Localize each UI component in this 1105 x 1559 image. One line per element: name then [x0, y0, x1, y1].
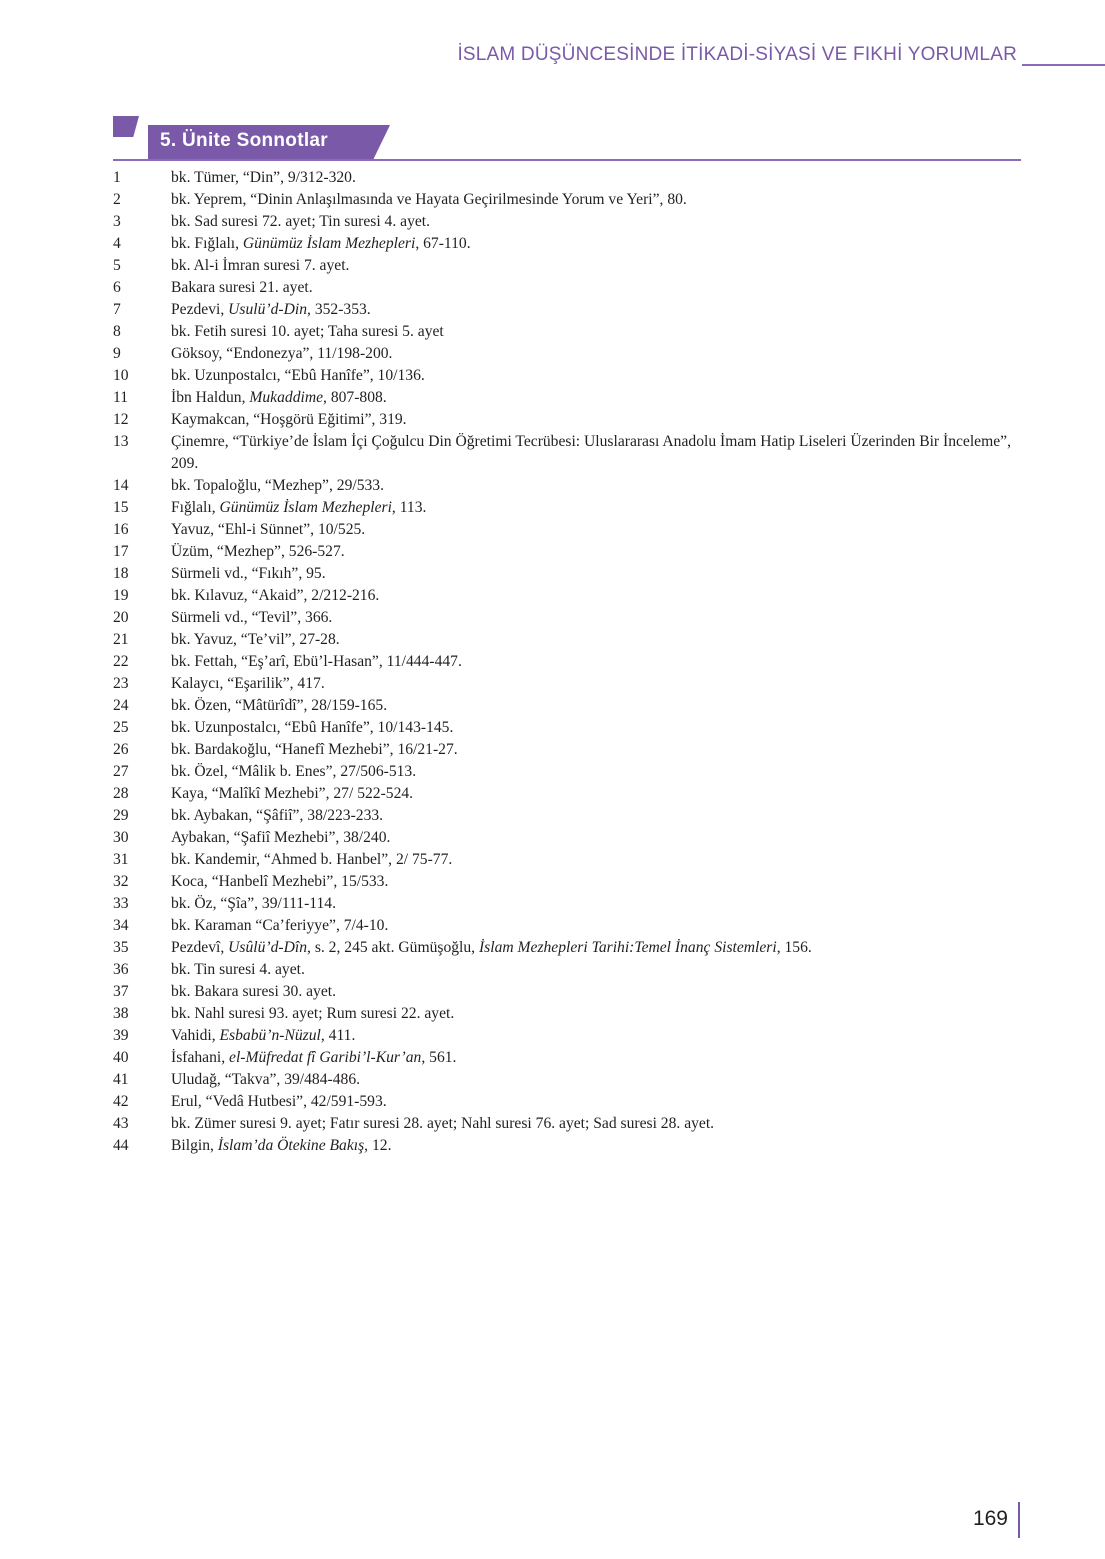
endnote-text-part: Fığlalı,	[171, 499, 220, 516]
endnote-number: 18	[113, 565, 129, 582]
endnote-item	[113, 233, 1023, 255]
endnote-number: 40	[113, 1049, 129, 1066]
endnote-text	[171, 629, 1023, 651]
endnote-text-part: bk. Tümer, “Din”, 9/312-320.	[171, 169, 356, 186]
endnote-number: 25	[113, 719, 129, 736]
endnote-text	[171, 981, 1023, 1003]
endnote-number: 8	[113, 323, 121, 340]
endnote-text-part: bk. Kandemir, “Ahmed b. Hanbel”, 2/ 75-77.	[171, 851, 453, 868]
endnote-text-part: bk. Öz, “Şîa”, 39/111-114.	[171, 895, 336, 912]
endnote-text	[171, 541, 1023, 563]
endnote-number: 13	[113, 433, 129, 450]
endnote-number: 34	[113, 917, 129, 934]
endnote-text	[171, 409, 1023, 431]
endnote-text-part: Pezdevî,	[171, 939, 229, 956]
endnote-item	[113, 475, 1023, 497]
endnote-text	[171, 783, 1023, 805]
endnote-text	[171, 1113, 1023, 1135]
endnote-italic-title: el-Müfredat fî Garibi’l-Kur’an	[229, 1049, 422, 1066]
endnote-text	[171, 717, 1023, 739]
endnote-text	[171, 959, 1023, 981]
endnote-text-part: Sürmeli vd., “Tevil”, 366.	[171, 609, 333, 626]
endnote-item	[113, 717, 1023, 739]
endnote-italic-title: İslam Mezhepleri Tarihi:Temel İnanç Sistemleri	[478, 939, 777, 956]
endnote-text-part: , 807-808.	[323, 389, 387, 406]
endnote-text	[171, 343, 1023, 365]
endnote-text-part: Pezdevi,	[171, 301, 229, 318]
endnote-number: 3	[113, 213, 121, 230]
endnote-number: 9	[113, 345, 121, 362]
endnote-text	[171, 167, 1023, 189]
endnote-italic-title: Usûlü’d-Dîn	[228, 939, 308, 956]
endnote-item	[113, 673, 1023, 695]
endnote-text	[171, 915, 1023, 937]
endnote-text-part: Kaymakcan, “Hoşgörü Eğitimi”, 319.	[171, 411, 407, 428]
endnote-number: 17	[113, 543, 129, 560]
endnote-item	[113, 343, 1023, 365]
endnote-item	[113, 409, 1023, 431]
endnote-text-part: bk. Yeprem, “Dinin Anlaşılmasında ve Hayata Geçirilmesinde Yorum ve Yeri”, 80.	[171, 191, 687, 208]
endnote-text	[171, 211, 1023, 233]
endnote-item	[113, 563, 1023, 585]
endnote-number: 11	[113, 389, 129, 406]
endnote-number: 41	[113, 1071, 129, 1088]
section-title: 5. Ünite Sonnotlar	[160, 130, 328, 151]
endnote-italic-title: Usulü’d-Din	[228, 301, 308, 318]
endnote-item	[113, 189, 1023, 211]
endnote-text-part: bk. Tin suresi 4. ayet.	[171, 961, 305, 978]
endnote-item	[113, 805, 1023, 827]
endnote-text	[171, 1047, 1023, 1069]
endnote-number: 7	[113, 301, 121, 318]
endnote-text-part: , 113.	[391, 499, 427, 516]
endnote-italic-title: Günümüz İslam Mezhepleri	[242, 235, 416, 252]
endnote-text-part: Yavuz, “Ehl-i Sünnet”, 10/525.	[171, 521, 366, 538]
endnote-text-part: Bakara suresi 21. ayet.	[171, 279, 313, 296]
endnote-number: 44	[113, 1137, 129, 1154]
endnote-text-part: Koca, “Hanbelî Mezhebi”, 15/533.	[171, 873, 389, 890]
endnote-item	[113, 1069, 1023, 1091]
endnote-text	[171, 519, 1023, 541]
endnote-item	[113, 629, 1023, 651]
endnote-text-part: bk. Özen, “Mâtürîdî”, 28/159-165.	[171, 697, 388, 714]
running-header-title: İSLAM DÜŞÜNCESİNDE İTİKADİ-SİYASİ VE FIKHİ YORUMLAR	[457, 44, 1017, 65]
endnote-number: 35	[113, 939, 129, 956]
endnote-text	[171, 805, 1023, 827]
endnote-text-part: bk. Fettah, “Eş’arî, Ebü’l-Hasan”, 11/444-447.	[171, 653, 462, 670]
endnote-text	[171, 189, 1023, 211]
endnote-item	[113, 651, 1023, 673]
endnote-text	[171, 1091, 1023, 1113]
endnote-text	[171, 563, 1023, 585]
endnote-text	[171, 1069, 1023, 1091]
endnote-item	[113, 519, 1023, 541]
endnote-text-part: bk. Yavuz, “Te’vil”, 27-28.	[171, 631, 340, 648]
endnote-number: 38	[113, 1005, 129, 1022]
endnote-number: 15	[113, 499, 129, 516]
endnote-item	[113, 937, 1023, 959]
endnote-item	[113, 607, 1023, 629]
endnote-text	[171, 651, 1023, 673]
endnote-text-part: bk. Özel, “Mâlik b. Enes”, 27/506-513.	[171, 763, 417, 780]
endnote-number: 21	[113, 631, 129, 648]
endnote-item	[113, 211, 1023, 233]
endnote-item	[113, 497, 1023, 519]
endnote-text-part: bk. Uzunpostalcı, “Ebû Hanîfe”, 10/136.	[171, 367, 425, 384]
endnote-text-part: Kaya, “Malîkî Mezhebi”, 27/ 522-524.	[171, 785, 414, 802]
page-number-rule	[1018, 1502, 1020, 1538]
endnote-text-part: Vahidi,	[171, 1027, 220, 1044]
endnote-text-part: , 156.	[776, 939, 812, 956]
endnote-italic-title: Günümüz İslam Mezhepleri	[219, 499, 392, 516]
endnote-number: 14	[113, 477, 129, 494]
section-rule	[113, 159, 1021, 161]
endnote-number: 5	[113, 257, 121, 274]
endnote-item	[113, 739, 1023, 761]
endnote-text	[171, 497, 1023, 519]
endnote-item	[113, 365, 1023, 387]
endnote-number: 24	[113, 697, 129, 714]
endnote-text-part: Üzüm, “Mezhep”, 526-527.	[171, 543, 345, 560]
page-number: 169	[972, 1507, 1008, 1530]
endnote-text-part: , 67-110.	[415, 235, 471, 252]
endnote-text-part: Uludağ, “Takva”, 39/484-486.	[171, 1071, 361, 1088]
endnote-text	[171, 387, 1023, 409]
endnote-text-part: bk. Fetih suresi 10. ayet; Taha suresi 5. ayet	[171, 323, 444, 340]
endnote-item	[113, 1113, 1023, 1135]
endnote-text	[171, 431, 1023, 475]
header-rule	[1022, 64, 1105, 66]
endnote-text-part: , 352-353.	[307, 301, 371, 318]
endnote-number: 32	[113, 873, 129, 890]
endnote-text-part: , s. 2, 245 akt. Gümüşoğlu,	[307, 939, 479, 956]
endnote-text-part: bk. Nahl suresi 93. ayet; Rum suresi 22. ayet.	[171, 1005, 455, 1022]
endnote-number: 36	[113, 961, 129, 978]
endnote-text	[171, 321, 1023, 343]
endnote-text-part: bk. Kılavuz, “Akaid”, 2/212-216.	[171, 587, 380, 604]
endnote-item	[113, 959, 1023, 981]
endnote-number: 37	[113, 983, 129, 1000]
endnote-item	[113, 871, 1023, 893]
endnote-item	[113, 783, 1023, 805]
endnote-text	[171, 277, 1023, 299]
endnote-number: 6	[113, 279, 121, 296]
endnote-number: 16	[113, 521, 129, 538]
endnote-item	[113, 981, 1023, 1003]
endnote-text-part: bk. Bakara suresi 30. ayet.	[171, 983, 336, 1000]
endnote-text	[171, 255, 1023, 277]
endnote-text-part: Sürmeli vd., “Fıkıh”, 95.	[171, 565, 326, 582]
endnote-number: 33	[113, 895, 129, 912]
endnote-text	[171, 673, 1023, 695]
endnote-number: 39	[113, 1027, 129, 1044]
endnote-text-part: , 561.	[421, 1049, 457, 1066]
endnote-text-part: , 411.	[320, 1027, 356, 1044]
endnote-number: 43	[113, 1115, 129, 1132]
endnote-item	[113, 1003, 1023, 1025]
endnote-text-part: bk. Sad suresi 72. ayet; Tin suresi 4. ayet.	[171, 213, 431, 230]
endnote-text-part: bk. Topaloğlu, “Mezhep”, 29/533.	[171, 477, 384, 494]
endnote-item	[113, 541, 1023, 563]
endnote-item	[113, 167, 1023, 189]
endnote-item	[113, 695, 1023, 717]
endnote-text	[171, 607, 1023, 629]
endnote-text	[171, 1025, 1023, 1047]
endnote-text-part: Çinemre, “Türkiye’de İslam İçi Çoğulcu Din Öğretimi Tecrübesi: Uluslararası Anadolu İmam Hatip Liseleri Üzerinden Bir İnceleme”, 209.	[171, 433, 1011, 472]
endnote-number: 19	[113, 587, 129, 604]
endnote-text	[171, 871, 1023, 893]
endnote-number: 29	[113, 807, 129, 824]
endnote-number: 27	[113, 763, 129, 780]
endnote-number: 10	[113, 367, 129, 384]
endnote-number: 28	[113, 785, 129, 802]
endnote-number: 20	[113, 609, 129, 626]
endnotes-list	[113, 167, 1023, 1157]
endnote-item	[113, 893, 1023, 915]
endnote-number: 31	[113, 851, 129, 868]
endnote-number: 4	[113, 235, 121, 252]
endnote-text	[171, 849, 1023, 871]
endnote-item	[113, 827, 1023, 849]
endnote-item	[113, 1025, 1023, 1047]
endnote-text	[171, 585, 1023, 607]
endnote-text	[171, 893, 1023, 915]
endnote-text	[171, 475, 1023, 497]
endnote-text-part: İsfahani,	[171, 1049, 230, 1066]
section-tab-marker	[113, 116, 139, 137]
endnote-text-part: bk. Fığlalı,	[171, 235, 243, 252]
endnote-text	[171, 827, 1023, 849]
endnote-number: 23	[113, 675, 129, 692]
endnote-number: 26	[113, 741, 129, 758]
endnote-item	[113, 431, 1023, 475]
endnote-item	[113, 1091, 1023, 1113]
endnote-item	[113, 277, 1023, 299]
endnote-text-part: bk. Bardakoğlu, “Hanefî Mezhebi”, 16/21-27.	[171, 741, 458, 758]
endnote-text-part: bk. Al-i İmran suresi 7. ayet.	[171, 257, 350, 274]
endnote-text	[171, 937, 1023, 959]
endnote-number: 12	[113, 411, 129, 428]
endnote-text	[171, 233, 1023, 255]
endnote-italic-title: Mukaddime	[249, 389, 324, 406]
endnote-item	[113, 321, 1023, 343]
endnote-text-part: bk. Aybakan, “Şâfiî”, 38/223-233.	[171, 807, 384, 824]
endnote-item	[113, 299, 1023, 321]
endnote-text-part: Göksoy, “Endonezya”, 11/198-200.	[171, 345, 393, 362]
endnote-text	[171, 739, 1023, 761]
endnote-item	[113, 387, 1023, 409]
endnote-text-part: Bilgin,	[171, 1137, 218, 1154]
endnote-number: 2	[113, 191, 121, 208]
endnote-text	[171, 1135, 1023, 1157]
endnote-item	[113, 849, 1023, 871]
endnote-number: 30	[113, 829, 129, 846]
endnote-text-part: , 12.	[364, 1137, 392, 1154]
endnote-number: 22	[113, 653, 129, 670]
endnote-item	[113, 915, 1023, 937]
endnote-text	[171, 1003, 1023, 1025]
endnote-text-part: bk. Zümer suresi 9. ayet; Fatır suresi 28. ayet; Nahl suresi 76. ayet; Sad suresi 28. ayet.	[171, 1115, 715, 1132]
endnote-number: 1	[113, 169, 121, 186]
endnote-text-part: Erul, “Vedâ Hutbesi”, 42/591-593.	[171, 1093, 387, 1110]
endnote-text-part: Aybakan, “Şafiî Mezhebi”, 38/240.	[171, 829, 391, 846]
endnote-text	[171, 365, 1023, 387]
endnote-text	[171, 695, 1023, 717]
endnote-italic-title: İslam’da Ötekine Bakış	[217, 1137, 365, 1154]
endnote-item	[113, 761, 1023, 783]
endnote-item	[113, 1047, 1023, 1069]
endnote-text	[171, 299, 1023, 321]
endnote-italic-title: Esbabü’n-Nüzul	[219, 1027, 321, 1044]
endnote-text	[171, 761, 1023, 783]
endnote-text-part: İbn Haldun,	[171, 389, 250, 406]
endnote-item	[113, 255, 1023, 277]
endnote-text-part: bk. Karaman “Ca’feriyye”, 7/4-10.	[171, 917, 389, 934]
endnote-number: 42	[113, 1093, 129, 1110]
endnote-text-part: Kalaycı, “Eşarilik”, 417.	[171, 675, 325, 692]
endnote-item	[113, 585, 1023, 607]
endnote-text-part: bk. Uzunpostalcı, “Ebû Hanîfe”, 10/143-145.	[171, 719, 454, 736]
endnote-item	[113, 1135, 1023, 1157]
